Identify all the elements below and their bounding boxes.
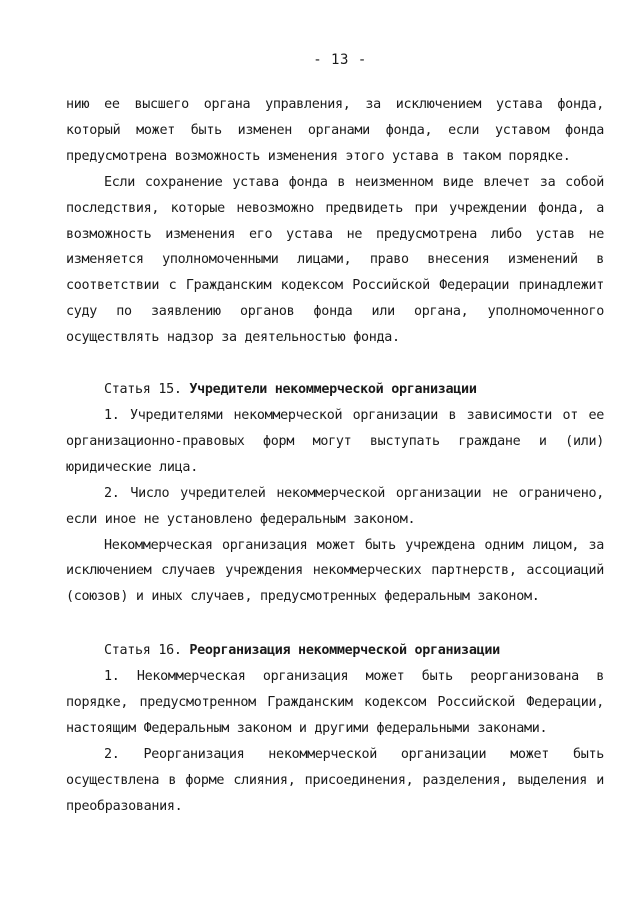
page-number: - 13 - <box>313 52 367 68</box>
article-16-paragraph-1: 1. Некоммерческая организация может быть реорганизована в порядке, предусмотренном Гражданским кодексом Российской Федерации, настоящим Федеральным законом и другими федеральными законами. <box>66 669 604 736</box>
paragraph-charter-changes: Если сохранение устава фонда в неизменном виде влечет за собой последствия, которые невозможно предвидеть при учреждении фонда, а возможность изменения его устава не предусмотрена либо устав не изменяется уполномоченными лицами, право внесения изменений в соответствии с Гражданским кодексом Российской Федерации принадлежит суду по заявлению органов фонда или органа, уполномоченного осуществлять надзор за деятельностью фонда. <box>66 174 604 346</box>
article-15-label: Статья 15. <box>104 382 182 398</box>
article-16-title: Реорганизация некоммерческой организации <box>189 643 500 659</box>
article-15-paragraph-3: Некоммерческая организация может быть учреждена одним лицом, за исключением случаев учреждения некоммерческих партнерств, ассоциаций (союзов) и иных случаев, предусмотренных федеральным законом. <box>66 537 604 605</box>
article-16-label: Статья 16. <box>104 643 182 659</box>
paragraph-continuation: нию ее высшего органа управления, за исключением устава фонда, который может быть изменен органами фонда, если уставом фонда предусмотрена возможность изменения этого устава в таком порядке. <box>66 97 604 164</box>
article-15-heading <box>66 377 604 403</box>
document-body <box>66 92 604 820</box>
article-16-heading <box>66 638 604 664</box>
article-16-paragraph-2: 2. Реорганизация некоммерческой организации может быть осуществлена в форме слияния, присоединения, разделения, выделения и преобразования. <box>66 746 604 814</box>
article-15-title: Учредители некоммерческой организации <box>189 382 477 398</box>
article-15-paragraph-1: 1. Учредителями некоммерческой организации в зависимости от ее организационно-правовых форм могут выступать граждане и (или) юридические лица. <box>66 407 604 475</box>
article-15-paragraph-2: 2. Число учредителей некоммерческой организации не ограничено, если иное не установлено федеральным законом. <box>66 485 604 527</box>
